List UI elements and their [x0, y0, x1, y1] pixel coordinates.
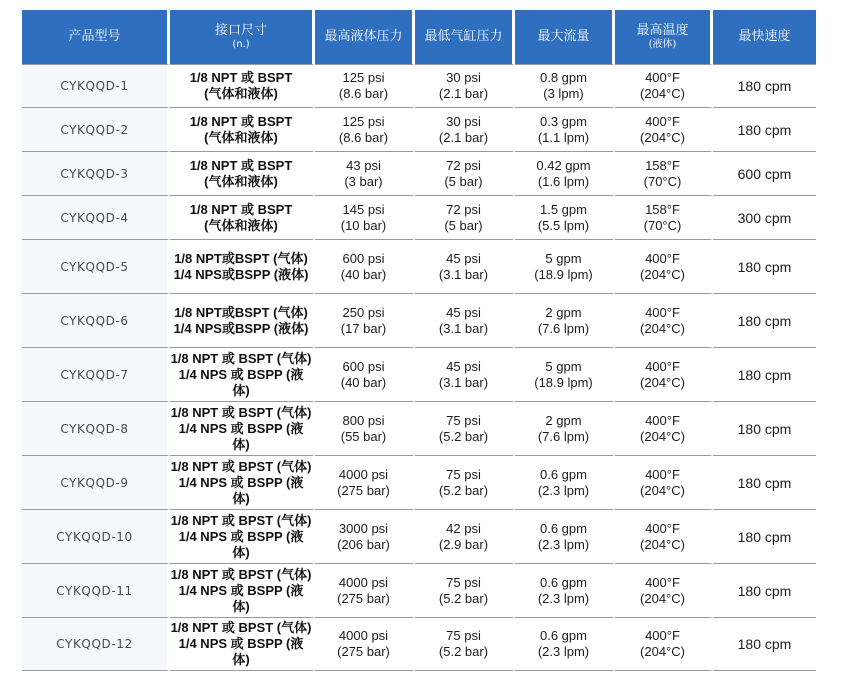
- table-body: [22, 64, 816, 671]
- temperature-cell-line-2: (204°C): [640, 374, 685, 390]
- flow-cell: [515, 151, 615, 195]
- cylinder-pressure-cell-line-1: 45 psi: [446, 250, 481, 266]
- interface-cell-line-2: 1/4 NPS或BSPP (液体): [173, 320, 309, 336]
- temperature-cell-line-1: 400°F: [645, 412, 680, 428]
- temperature-cell: [615, 107, 713, 151]
- temperature-cell-line-2: (204°C): [640, 590, 685, 606]
- flow-cell-line-2: (2.3 lpm): [537, 644, 590, 659]
- interface-cell-line-1: 1/8 NPT 或 BSPT (气体): [170, 404, 312, 420]
- liquid-pressure-cell-line-2: (275 bar): [337, 482, 390, 498]
- interface-cell-line-1: 1/8 NPT 或 BPST (气体): [170, 512, 312, 528]
- table-row: [22, 239, 816, 293]
- liquid-pressure-cell: [315, 455, 415, 509]
- temperature-cell-line-2: (204°C): [640, 129, 685, 145]
- flow-cell-line-1: 2 gpm: [545, 304, 582, 320]
- flow-cell-line-2: (18.9 lpm): [534, 374, 593, 390]
- interface-cell-line-2: 1/4 NPS 或 BSPP (液体): [178, 636, 304, 667]
- header-max-speed: 最快速度: [713, 10, 816, 64]
- interface-cell-line-1: 1/8 NPT 或 BSPT: [189, 113, 293, 129]
- liquid-pressure-cell: [315, 107, 415, 151]
- liquid-pressure-cell-line-1: 43 psi: [346, 157, 381, 173]
- temperature-cell-line-2: (204°C): [640, 428, 685, 444]
- liquid-pressure-cell: [315, 401, 415, 455]
- speed-cell: 180 cpm: [713, 239, 816, 293]
- temperature-cell-line-2: (70°C): [643, 173, 682, 189]
- temperature-cell-line-1: 400°F: [645, 628, 680, 643]
- liquid-pressure-cell-line-1: 4000 psi: [338, 574, 389, 590]
- speed-cell: 180 cpm: [713, 107, 816, 151]
- flow-cell-line-2: (3 lpm): [543, 86, 584, 101]
- interface-cell-line-2: 1/4 NPS 或 BSPP (液体): [178, 366, 304, 398]
- model-cell: CYKQQD-10: [22, 509, 170, 563]
- temperature-cell: [615, 64, 713, 107]
- flow-cell-line-1: 0.42 gpm: [536, 157, 591, 173]
- cylinder-pressure-cell-line-1: 75 psi: [446, 466, 481, 482]
- header-max-temp: [615, 10, 713, 64]
- table-row: [22, 617, 816, 671]
- flow-cell: [515, 347, 615, 401]
- interface-cell-line-2: (气体和液体): [204, 173, 278, 189]
- speed-cell: 180 cpm: [713, 509, 816, 563]
- temperature-cell-line-2: (204°C): [640, 536, 685, 552]
- interface-cell: [170, 107, 315, 151]
- table-row: [22, 509, 816, 563]
- liquid-pressure-cell-line-2: (40 bar): [340, 374, 387, 390]
- cylinder-pressure-cell-line-1: 75 psi: [446, 412, 481, 428]
- temperature-cell: [615, 151, 713, 195]
- spec-table: [22, 10, 816, 671]
- cylinder-pressure-cell-line-1: 72 psi: [446, 201, 481, 217]
- liquid-pressure-cell: [315, 195, 415, 239]
- model-cell: CYKQQD-6: [22, 293, 170, 347]
- header-max-temp-unit: (液体): [648, 39, 677, 50]
- interface-cell: [170, 617, 315, 671]
- liquid-pressure-cell: [315, 64, 415, 107]
- model-cell: CYKQQD-9: [22, 455, 170, 509]
- liquid-pressure-cell-line-2: (40 bar): [340, 266, 387, 282]
- interface-cell: [170, 195, 315, 239]
- cylinder-pressure-cell-line-1: 45 psi: [446, 304, 481, 320]
- temperature-cell: [615, 509, 713, 563]
- interface-cell: [170, 455, 315, 509]
- temperature-cell-line-1: 400°F: [645, 520, 680, 536]
- flow-cell-line-2: (7.6 lpm): [537, 320, 590, 336]
- model-cell: CYKQQD-5: [22, 239, 170, 293]
- interface-cell-line-1: 1/8 NPT 或 BSPT (气体): [170, 350, 312, 366]
- interface-cell-line-2: 1/4 NPS 或 BSPP (液体): [178, 582, 304, 614]
- interface-cell: [170, 401, 315, 455]
- temperature-cell: [615, 617, 713, 671]
- flow-cell-line-2: (2.3 lpm): [537, 536, 590, 552]
- temperature-cell-line-1: 400°F: [645, 358, 680, 374]
- liquid-pressure-cell: [315, 293, 415, 347]
- liquid-pressure-cell-line-1: 600 psi: [342, 358, 385, 374]
- speed-cell: 180 cpm: [713, 455, 816, 509]
- model-cell: CYKQQD-11: [22, 563, 170, 617]
- header-model: 产品型号: [22, 10, 170, 64]
- temperature-cell-line-1: 400°F: [645, 574, 680, 590]
- liquid-pressure-cell-line-1: 4000 psi: [338, 466, 389, 482]
- interface-cell-line-2: (气体和液体): [204, 129, 278, 145]
- flow-cell-line-1: 0.3 gpm: [540, 113, 587, 129]
- cylinder-pressure-cell: [415, 239, 515, 293]
- interface-cell-line-2: 1/4 NPS 或 BSPP (液体): [178, 420, 304, 452]
- cylinder-pressure-cell: [415, 107, 515, 151]
- cylinder-pressure-cell-line-2: (3.1 bar): [438, 374, 489, 390]
- cylinder-pressure-cell: [415, 617, 515, 671]
- cylinder-pressure-cell-line-2: (5.2 bar): [438, 590, 489, 606]
- speed-cell: 300 cpm: [713, 195, 816, 239]
- flow-cell-line-1: 5 gpm: [545, 250, 582, 266]
- flow-cell-line-2: (18.9 lpm): [534, 266, 593, 282]
- flow-cell: [515, 617, 615, 671]
- cylinder-pressure-cell-line-1: 45 psi: [446, 358, 481, 374]
- cylinder-pressure-cell: [415, 509, 515, 563]
- cylinder-pressure-cell: [415, 195, 515, 239]
- table-row: [22, 455, 816, 509]
- cylinder-pressure-cell: [415, 347, 515, 401]
- flow-cell-line-1: 0.6 gpm: [540, 574, 587, 590]
- interface-cell-line-1: 1/8 NPT 或 BSPT: [189, 70, 293, 85]
- flow-cell: [515, 107, 615, 151]
- cylinder-pressure-cell: [415, 401, 515, 455]
- cylinder-pressure-cell-line-2: (2.9 bar): [438, 536, 489, 552]
- speed-cell: 180 cpm: [713, 563, 816, 617]
- liquid-pressure-cell: [315, 347, 415, 401]
- cylinder-pressure-cell-line-2: (5 bar): [444, 217, 483, 233]
- interface-cell-line-1: 1/8 NPT 或 BPST (气体): [170, 620, 312, 635]
- flow-cell-line-1: 2 gpm: [545, 412, 582, 428]
- interface-cell-line-1: 1/8 NPT或BSPT (气体): [174, 250, 308, 266]
- cylinder-pressure-cell-line-2: (5.2 bar): [438, 482, 489, 498]
- temperature-cell-line-2: (204°C): [640, 644, 685, 659]
- flow-cell-line-2: (7.6 lpm): [537, 428, 590, 444]
- temperature-cell: [615, 239, 713, 293]
- cylinder-pressure-cell-line-2: (5 bar): [444, 173, 483, 189]
- interface-cell-line-1: 1/8 NPT 或 BPST (气体): [170, 566, 312, 582]
- interface-cell: [170, 64, 315, 107]
- cylinder-pressure-cell: [415, 64, 515, 107]
- cylinder-pressure-cell-line-2: (5.2 bar): [438, 428, 489, 444]
- flow-cell: [515, 455, 615, 509]
- temperature-cell: [615, 347, 713, 401]
- interface-cell: [170, 151, 315, 195]
- header-interface: [170, 10, 315, 64]
- interface-cell-line-1: 1/8 NPT 或 BSPT: [189, 201, 293, 217]
- cylinder-pressure-cell: [415, 151, 515, 195]
- model-cell: CYKQQD-12: [22, 617, 170, 671]
- temperature-cell-line-1: 400°F: [645, 70, 680, 85]
- flow-cell: [515, 509, 615, 563]
- header-row: [22, 10, 816, 64]
- liquid-pressure-cell-line-2: (10 bar): [340, 217, 387, 233]
- header-min-cylinder-pressure: 最低气缸压力: [415, 10, 515, 64]
- temperature-cell-line-2: (204°C): [640, 86, 685, 101]
- speed-cell: 180 cpm: [713, 617, 816, 671]
- cylinder-pressure-cell-line-2: (3.1 bar): [438, 320, 489, 336]
- liquid-pressure-cell-line-2: (206 bar): [337, 536, 390, 552]
- temperature-cell-line-2: (204°C): [640, 266, 685, 282]
- flow-cell: [515, 293, 615, 347]
- liquid-pressure-cell-line-2: (3 bar): [344, 173, 383, 189]
- flow-cell-line-2: (1.6 lpm): [537, 173, 590, 189]
- flow-cell-line-2: (1.1 lpm): [537, 129, 590, 145]
- table-row: [22, 64, 816, 107]
- interface-cell-line-2: (气体和液体): [204, 86, 278, 101]
- liquid-pressure-cell: [315, 151, 415, 195]
- cylinder-pressure-cell-line-1: 30 psi: [446, 113, 481, 129]
- table-row: [22, 195, 816, 239]
- liquid-pressure-cell-line-2: (275 bar): [337, 644, 390, 659]
- interface-cell-line-1: 1/8 NPT或BSPT (气体): [174, 304, 308, 320]
- flow-cell: [515, 563, 615, 617]
- flow-cell: [515, 195, 615, 239]
- flow-cell-line-1: 0.6 gpm: [540, 628, 587, 643]
- temperature-cell-line-1: 400°F: [645, 250, 680, 266]
- temperature-cell: [615, 563, 713, 617]
- temperature-cell-line-2: (204°C): [640, 482, 685, 498]
- cylinder-pressure-cell-line-1: 75 psi: [446, 628, 481, 643]
- cylinder-pressure-cell: [415, 293, 515, 347]
- table-row: [22, 107, 816, 151]
- liquid-pressure-cell-line-1: 3000 psi: [338, 520, 389, 536]
- flow-cell: [515, 64, 615, 107]
- temperature-cell: [615, 401, 713, 455]
- liquid-pressure-cell-line-1: 250 psi: [342, 304, 385, 320]
- table-row: [22, 151, 816, 195]
- interface-cell-line-1: 1/8 NPT 或 BPST (气体): [170, 458, 312, 474]
- liquid-pressure-cell-line-2: (17 bar): [340, 320, 387, 336]
- cylinder-pressure-cell-line-1: 75 psi: [446, 574, 481, 590]
- header-interface-unit: (n.): [232, 39, 250, 50]
- temperature-cell: [615, 455, 713, 509]
- interface-cell-line-2: 1/4 NPS 或 BSPP (液体): [178, 474, 304, 506]
- liquid-pressure-cell-line-1: 125 psi: [342, 113, 385, 129]
- table-row: [22, 293, 816, 347]
- interface-cell: [170, 509, 315, 563]
- cylinder-pressure-cell-line-2: (2.1 bar): [438, 86, 489, 101]
- cylinder-pressure-cell: [415, 455, 515, 509]
- cylinder-pressure-cell-line-1: 42 psi: [446, 520, 481, 536]
- speed-cell: 180 cpm: [713, 64, 816, 107]
- liquid-pressure-cell: [315, 617, 415, 671]
- flow-cell-line-1: 0.6 gpm: [540, 466, 587, 482]
- temperature-cell-line-1: 158°F: [645, 201, 680, 217]
- flow-cell: [515, 239, 615, 293]
- cylinder-pressure-cell-line-2: (3.1 bar): [438, 266, 489, 282]
- flow-cell-line-2: (2.3 lpm): [537, 590, 590, 606]
- speed-cell: 180 cpm: [713, 347, 816, 401]
- liquid-pressure-cell: [315, 563, 415, 617]
- liquid-pressure-cell: [315, 509, 415, 563]
- header-interface-label: 接口尺寸: [214, 23, 267, 38]
- liquid-pressure-cell: [315, 239, 415, 293]
- model-cell: CYKQQD-3: [22, 151, 170, 195]
- temperature-cell: [615, 195, 713, 239]
- flow-cell-line-1: 0.8 gpm: [540, 70, 587, 85]
- cylinder-pressure-cell: [415, 563, 515, 617]
- speed-cell: 180 cpm: [713, 293, 816, 347]
- liquid-pressure-cell-line-2: (8.6 bar): [338, 129, 389, 145]
- model-cell: CYKQQD-4: [22, 195, 170, 239]
- interface-cell: [170, 563, 315, 617]
- temperature-cell-line-1: 400°F: [645, 304, 680, 320]
- liquid-pressure-cell-line-1: 800 psi: [342, 412, 385, 428]
- model-cell: CYKQQD-2: [22, 107, 170, 151]
- cylinder-pressure-cell-line-1: 72 psi: [446, 157, 481, 173]
- liquid-pressure-cell-line-2: (55 bar): [340, 428, 387, 444]
- speed-cell: 600 cpm: [713, 151, 816, 195]
- flow-cell-line-1: 5 gpm: [545, 358, 582, 374]
- table-row: [22, 563, 816, 617]
- temperature-cell-line-2: (204°C): [640, 320, 685, 336]
- flow-cell-line-1: 0.6 gpm: [540, 520, 587, 536]
- temperature-cell-line-2: (70°C): [643, 217, 682, 233]
- table-row: [22, 347, 816, 401]
- model-cell: CYKQQD-7: [22, 347, 170, 401]
- temperature-cell-line-1: 400°F: [645, 466, 680, 482]
- temperature-cell-line-1: 158°F: [645, 157, 680, 173]
- temperature-cell-line-1: 400°F: [645, 113, 680, 129]
- liquid-pressure-cell-line-1: 600 psi: [342, 250, 385, 266]
- liquid-pressure-cell-line-1: 4000 psi: [338, 628, 389, 643]
- interface-cell: [170, 239, 315, 293]
- header-max-flow: 最大流量: [515, 10, 615, 64]
- liquid-pressure-cell-line-1: 125 psi: [342, 70, 385, 85]
- flow-cell-line-2: (2.3 lpm): [537, 482, 590, 498]
- model-cell: CYKQQD-1: [22, 64, 170, 107]
- table-row: [22, 401, 816, 455]
- temperature-cell: [615, 293, 713, 347]
- flow-cell-line-2: (5.5 lpm): [537, 217, 590, 233]
- cylinder-pressure-cell-line-2: (5.2 bar): [438, 644, 489, 659]
- interface-cell-line-2: (气体和液体): [204, 217, 278, 233]
- cylinder-pressure-cell-line-2: (2.1 bar): [438, 129, 489, 145]
- flow-cell-line-1: 1.5 gpm: [540, 201, 587, 217]
- model-cell: CYKQQD-8: [22, 401, 170, 455]
- liquid-pressure-cell-line-2: (275 bar): [337, 590, 390, 606]
- liquid-pressure-cell-line-1: 145 psi: [342, 201, 385, 217]
- interface-cell: [170, 347, 315, 401]
- interface-cell-line-2: 1/4 NPS或BSPP (液体): [173, 266, 309, 282]
- cylinder-pressure-cell-line-1: 30 psi: [446, 70, 481, 85]
- interface-cell: [170, 293, 315, 347]
- interface-cell-line-2: 1/4 NPS 或 BSPP (液体): [178, 528, 304, 560]
- speed-cell: 180 cpm: [713, 401, 816, 455]
- interface-cell-line-1: 1/8 NPT 或 BSPT: [189, 157, 293, 173]
- header-max-liquid-pressure: 最高液体压力: [315, 10, 415, 64]
- header-max-temp-label: 最高温度: [636, 23, 689, 38]
- liquid-pressure-cell-line-2: (8.6 bar): [338, 86, 389, 101]
- flow-cell: [515, 401, 615, 455]
